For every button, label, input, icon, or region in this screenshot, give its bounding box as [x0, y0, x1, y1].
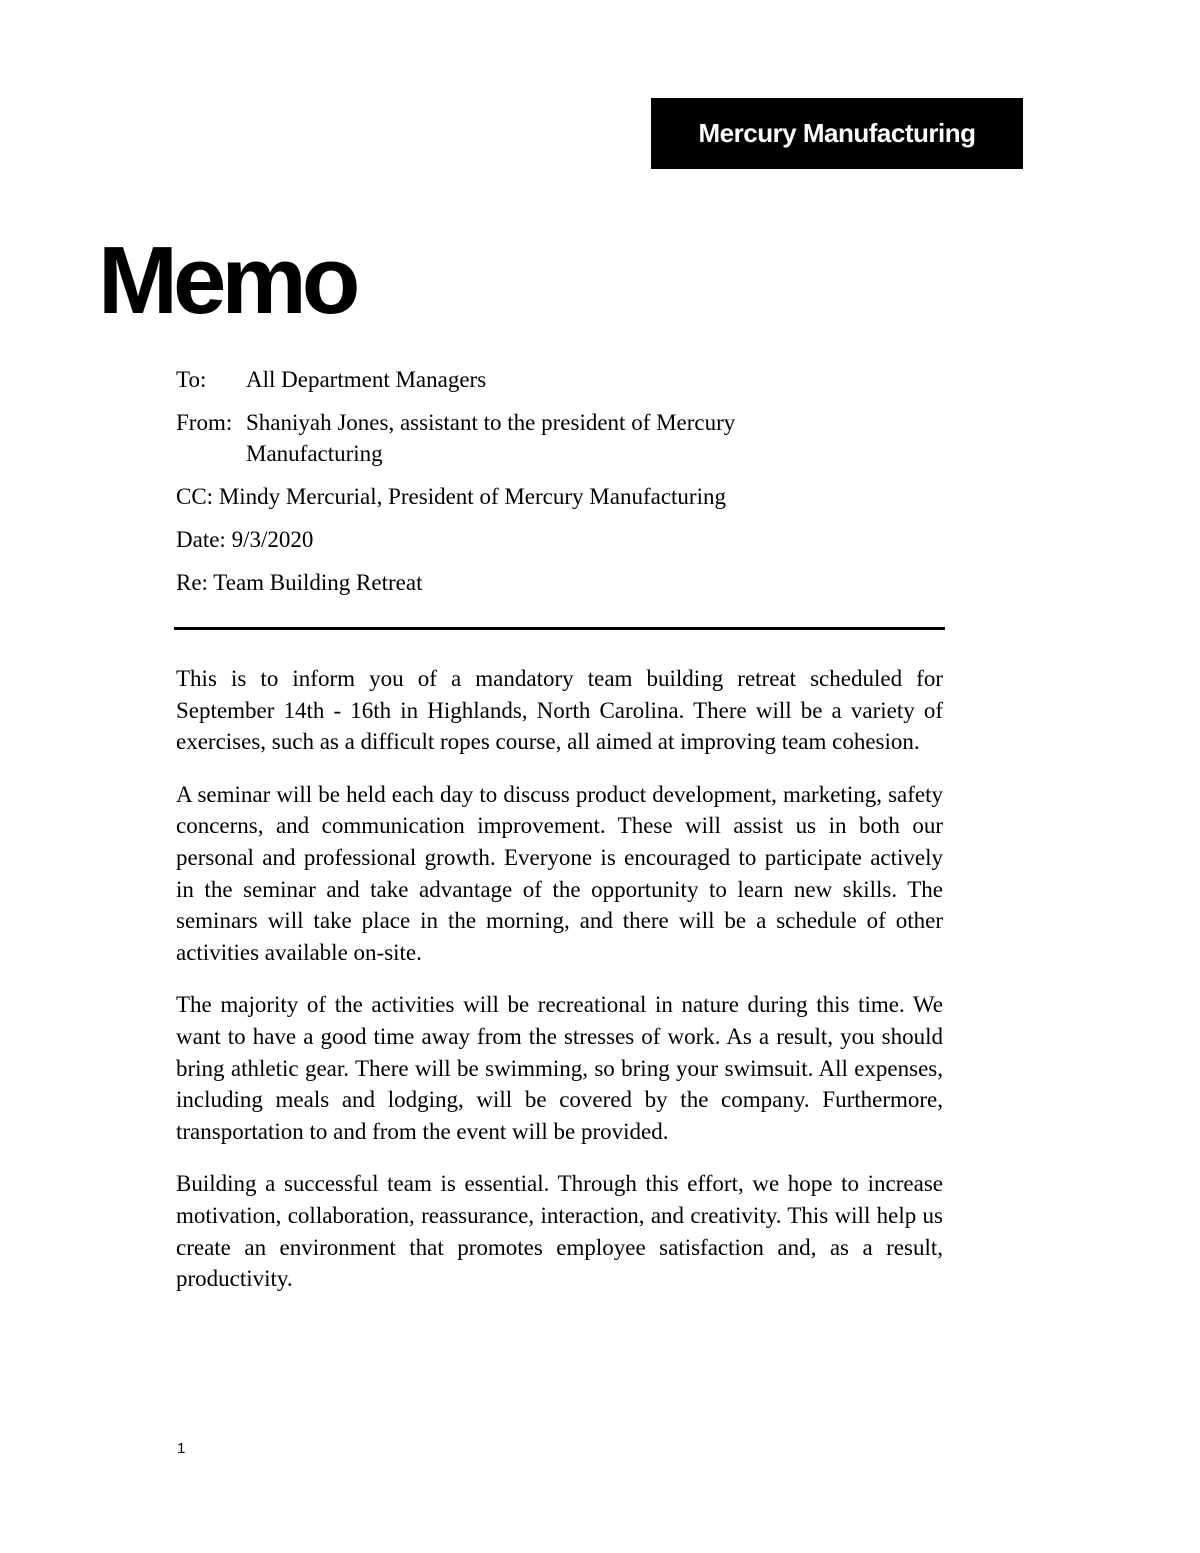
re-label: Re: — [176, 570, 208, 595]
page-number: 1 — [177, 1440, 186, 1457]
body-paragraph: Building a successful team is essential. Through this effort, we hope to increase motivation, collaboration, reassurance, interaction, and creativity. This will help us create an environment that promotes employee satisfaction and, as a result, productivity. — [176, 1171, 943, 1292]
cc-value: Mindy Mercurial, President of Mercury Manufacturing — [218, 484, 726, 509]
body-paragraph: A seminar will be held each day to discuss product development, marketing, safety concerns, and communication improvement. These will assist us in both our personal and professional growth. Everyone is encouraged to participate actively in the seminar and take advantage of the opportunity to learn new skills. The seminars will take place in the morning, and there will be a schedule of other activities available on-site. — [176, 781, 943, 965]
re-value: Team Building Retreat — [213, 570, 423, 595]
to-value: All Department Managers — [246, 367, 487, 392]
date-label: Date: — [176, 527, 226, 552]
date-value: 9/3/2020 — [231, 527, 314, 552]
to-label: To: — [176, 367, 207, 392]
memo-title: Memo — [98, 227, 356, 334]
header-divider — [174, 627, 945, 630]
body-paragraph: This is to inform you of a mandatory team building retreat scheduled for September 14th - 16th in Highlands, North Carolina. There will be a variety of exercises, such as a difficult ropes course, all aimed at improving team cohesion. — [176, 666, 943, 755]
from-label: From: — [176, 410, 233, 435]
from-line — [176, 407, 946, 469]
memo-body — [176, 663, 943, 1316]
cc-label: CC: — [176, 484, 214, 509]
body-paragraph: The majority of the activities will be recreational in nature during this time. We want to have a good time away from the stresses of work. As a result, you should bring athletic gear. There will be swimming, so bring your swimsuit. All expenses, including meals and lodging, will be covered by the company. Furthermore, transportation to and from the event will be provided. — [176, 992, 943, 1144]
cc-line — [176, 481, 946, 512]
re-line — [176, 567, 946, 598]
company-name-banner: Mercury Manufacturing — [651, 98, 1023, 169]
from-value: Shaniyah Jones, assistant to the president of Mercury Manufacturing — [246, 410, 736, 466]
memo-header — [176, 364, 946, 610]
date-line — [176, 524, 946, 555]
to-line — [176, 364, 946, 395]
